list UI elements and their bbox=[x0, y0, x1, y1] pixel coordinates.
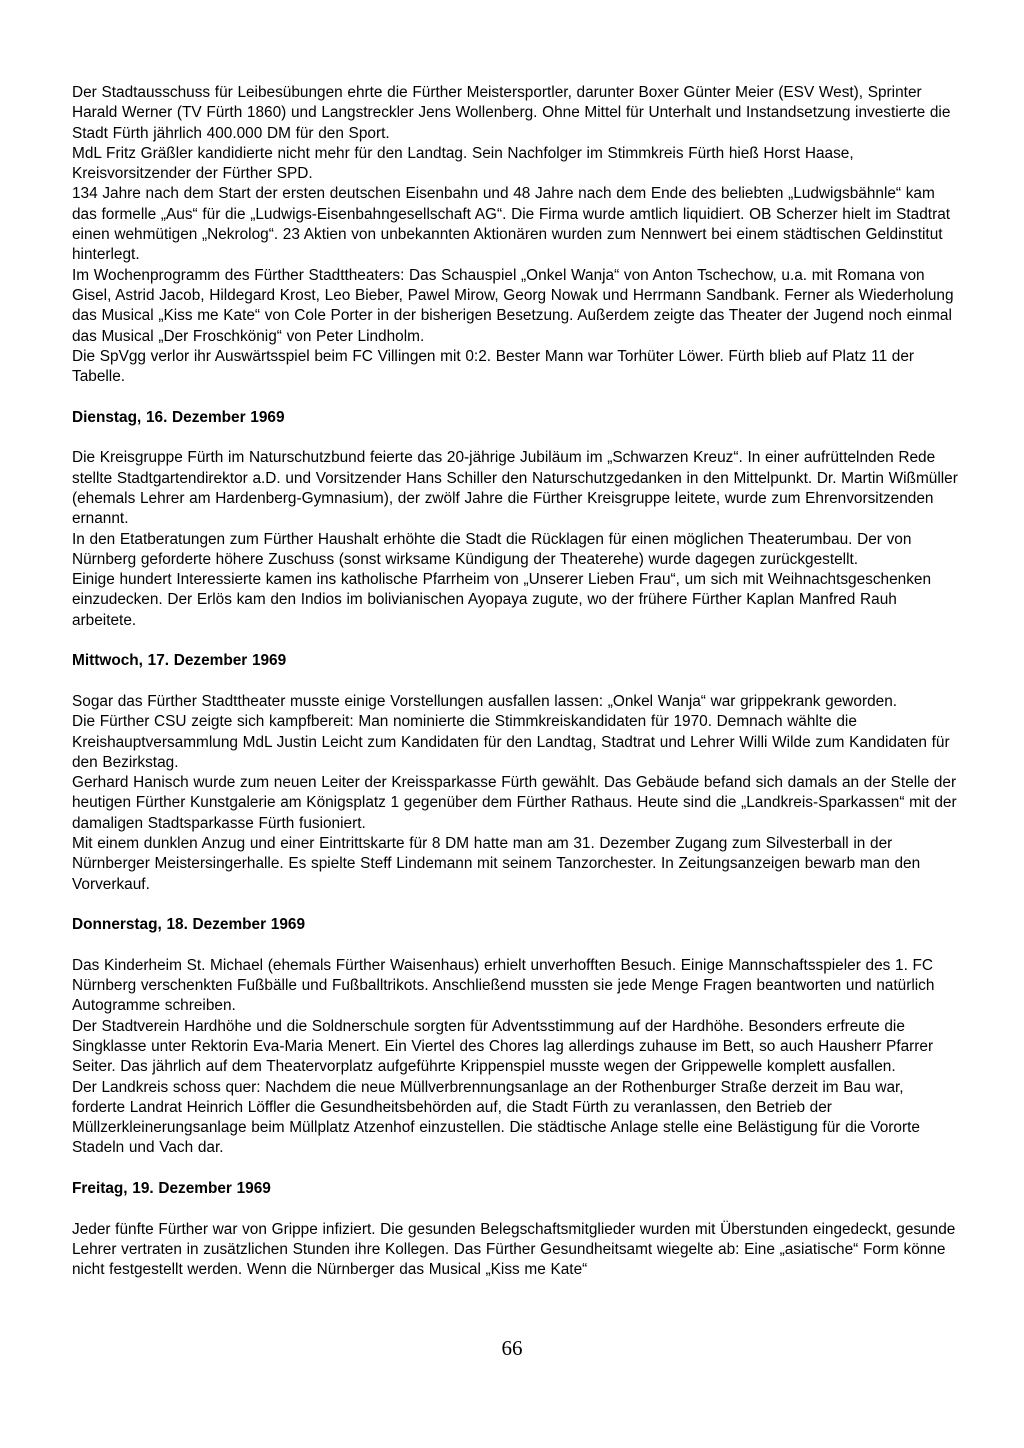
day-heading: Dienstag, 16. Dezember 1969 bbox=[72, 408, 285, 426]
day-heading: Mittwoch, 17. Dezember 1969 bbox=[72, 652, 287, 670]
paragraph: Einige hundert Interessierte kamen ins katholische Pfarrheim von „Unserer Lieben Frau“, um sich mit Weihnachtsgeschenken einzudecken. Der Erlös kam den Indios im bolivianischen Ayopaya zugute, wo der frühere Fürther Kaplan Manfred Rauh arbeitete. bbox=[72, 571, 932, 629]
paragraph: Der Landkreis schoss quer: Nachdem die neue Müllverbrennungsanlage an der Rothenburger Straße derzeit im Bau war, forderte Landrat Heinrich Löffler die Gesundheitsbehörden auf, die Stadt Fürth zu veranlassen, den Betrieb der Müllzerkleinerungsanlage beim Müllplatz Atzenhof einzustellen. Die städtische Anlage stelle eine Belästigung für die Vororte Stadeln und Vach dar. bbox=[72, 1078, 920, 1157]
paragraph: Mit einem dunklen Anzug und einer Eintrittskarte für 8 DM hatte man am 31. Dezember Zugang zum Silvesterball in der Nürnberger Meistersingerhalle. Es spielte Steff Lindemann mit seinem Tanzorchester. In Zeitungsanzeigen bewarb man den Vorverkauf. bbox=[72, 834, 921, 893]
paragraph: Das Kinderheim St. Michael (ehemals Fürther Waisenhaus) erhielt unverhofften Besuch. Einige Mannschaftsspieler des 1. FC Nürnberg verschenkten Fußbälle und Fußballtrikots. Anschließend mussten sie jede Menge Fragen beantworten und natürlich Autogramme schreiben. bbox=[72, 956, 935, 1015]
paragraph: Die Fürther CSU zeigte sich kampfbereit: Man nominierte die Stimmkreiskandidaten für 1970. Demnach wählte die Kreishauptversammlung MdL Justin Leicht zum Kandidaten für den Landtag, Stadtrat und Lehrer Willi Wilde zum Kandidaten für den Bezirkstag. bbox=[72, 713, 950, 771]
paragraph: Die Kreisgruppe Fürth im Naturschutzbund feierte das 20-jährige Jubiläum im „Schwarzen Kreuz“. In einer aufrüttelnden Rede stellte Stadtgartendirektor a.D. und Vorsitzender Hans Schiller den Naturschutzgedanken in den Mittelpunkt. Dr. Martin Wißmüller (ehemals Lehrer am Hardenberg-Gymnasium), der zwölf Jahre die Fürther Kreisgruppe leitete, wurde zum Ehrenvorsitzenden ernannt. bbox=[72, 449, 958, 528]
paragraph: Jeder fünfte Fürther war von Grippe infiziert. Die gesunden Belegschaftsmitglieder wurden mit Überstunden eingedeckt, gesunde Lehrer vertraten in zusätzlichen Stunden ihre Kollegen. Das Fürther Gesundheitsamt wiegelte ab: Eine „asiatische“ Form könne nicht festgestellt werden. Wenn die Nürnberger das Musical „Kiss me Kate“ bbox=[72, 1220, 956, 1279]
document-body bbox=[72, 83, 958, 1281]
paragraph: 134 Jahre nach dem Start der ersten deutschen Eisenbahn und 48 Jahre nach dem Ende des beliebten „Ludwigsbähnle“ kam das formelle „Aus“ für die „Ludwigs-Eisenbahngesellschaft AG“. Die Firma wurde amtlich liquidiert. OB Scherzer hielt im Stadtrat einen wehmütigen „Nekrolog“. 23 Aktien von unbekannten Aktionären wurden zum Nennwert bei einem städtischen Geldinstitut hinterlegt. bbox=[72, 185, 951, 264]
paragraph: Sogar das Fürther Stadttheater musste einige Vorstellungen ausfallen lassen: „Onkel Wanja“ war grippekrank geworden. bbox=[72, 692, 898, 710]
day-heading: Donnerstag, 18. Dezember 1969 bbox=[72, 916, 306, 934]
paragraph: Gerhard Hanisch wurde zum neuen Leiter der Kreissparkasse Fürth gewählt. Das Gebäude befand sich damals an der Stelle der heutigen Fürther Kunstgalerie am Königsplatz 1 gegenüber dem Fürther Rathaus. Heute sind die „Landkreis-Sparkassen“ mit der damaligen Stadtsparkasse Fürth fusioniert. bbox=[72, 774, 957, 832]
paragraph: Im Wochenprogramm des Fürther Stadttheaters: Das Schauspiel „Onkel Wanja“ von Anton Tschechow, u.a. mit Romana von Gisel, Astrid Jacob, Hildegard Krost, Leo Bieber, Pawel Mirow, Georg Nowak und Herrmann Sandbank. Ferner als Wiederholung das Musical „Kiss me Kate“ von Cole Porter in der bisherigen Besetzung. Außerdem zeigte das Theater der Jugend noch einmal das Musical „Der Froschkönig“ von Peter Lindholm. bbox=[72, 266, 954, 345]
paragraph: MdL Fritz Gräßler kandidierte nicht mehr für den Landtag. Sein Nachfolger im Stimmkreis Fürth hieß Horst Haase, Kreisvorsitzender der Fürther SPD. bbox=[72, 144, 854, 183]
paragraph: Die SpVgg verlor ihr Auswärtsspiel beim FC Villingen mit 0:2. Bester Mann war Torhüter Löwer. Fürth blieb auf Platz 11 der Tabelle. bbox=[72, 347, 915, 386]
paragraph: In den Etatberatungen zum Fürther Haushalt erhöhte die Stadt die Rücklagen für einen möglichen Theaterumbau. Der von Nürnberg geforderte höhere Zuschuss (sonst wirksame Kündigung der Theaterehe) wurde dagegen zurückgestellt. bbox=[72, 530, 912, 568]
day-heading: Freitag, 19. Dezember 1969 bbox=[72, 1180, 271, 1198]
paragraph: Der Stadtverein Hardhöhe und die Soldnerschule sorgten für Adventsstimmung auf der Hardhöhe. Besonders erfreute die Singklasse unter Rektorin Eva-Maria Menert. Ein Viertel des Chores lag allerdings zuhause im Bett, so auch Hausherr Pfarrer Seiter. Das jährlich auf dem Theatervorplatz aufgeführte Krippenspiel musste wegen der Grippewelle komplett ausfallen. bbox=[72, 1017, 934, 1076]
paragraph: Der Stadtausschuss für Leibesübungen ehrte die Fürther Meistersportler, darunter Boxer Günter Meier (ESV West), Sprinter Harald Werner (TV Fürth 1860) und Langstreckler Jens Wollenberg. Ohne Mittel für Unterhalt und Instandsetzung investierte die Stadt Fürth jährlich 400.000 DM für den Sport. bbox=[72, 84, 951, 142]
page-number: 66 bbox=[501, 1336, 523, 1360]
